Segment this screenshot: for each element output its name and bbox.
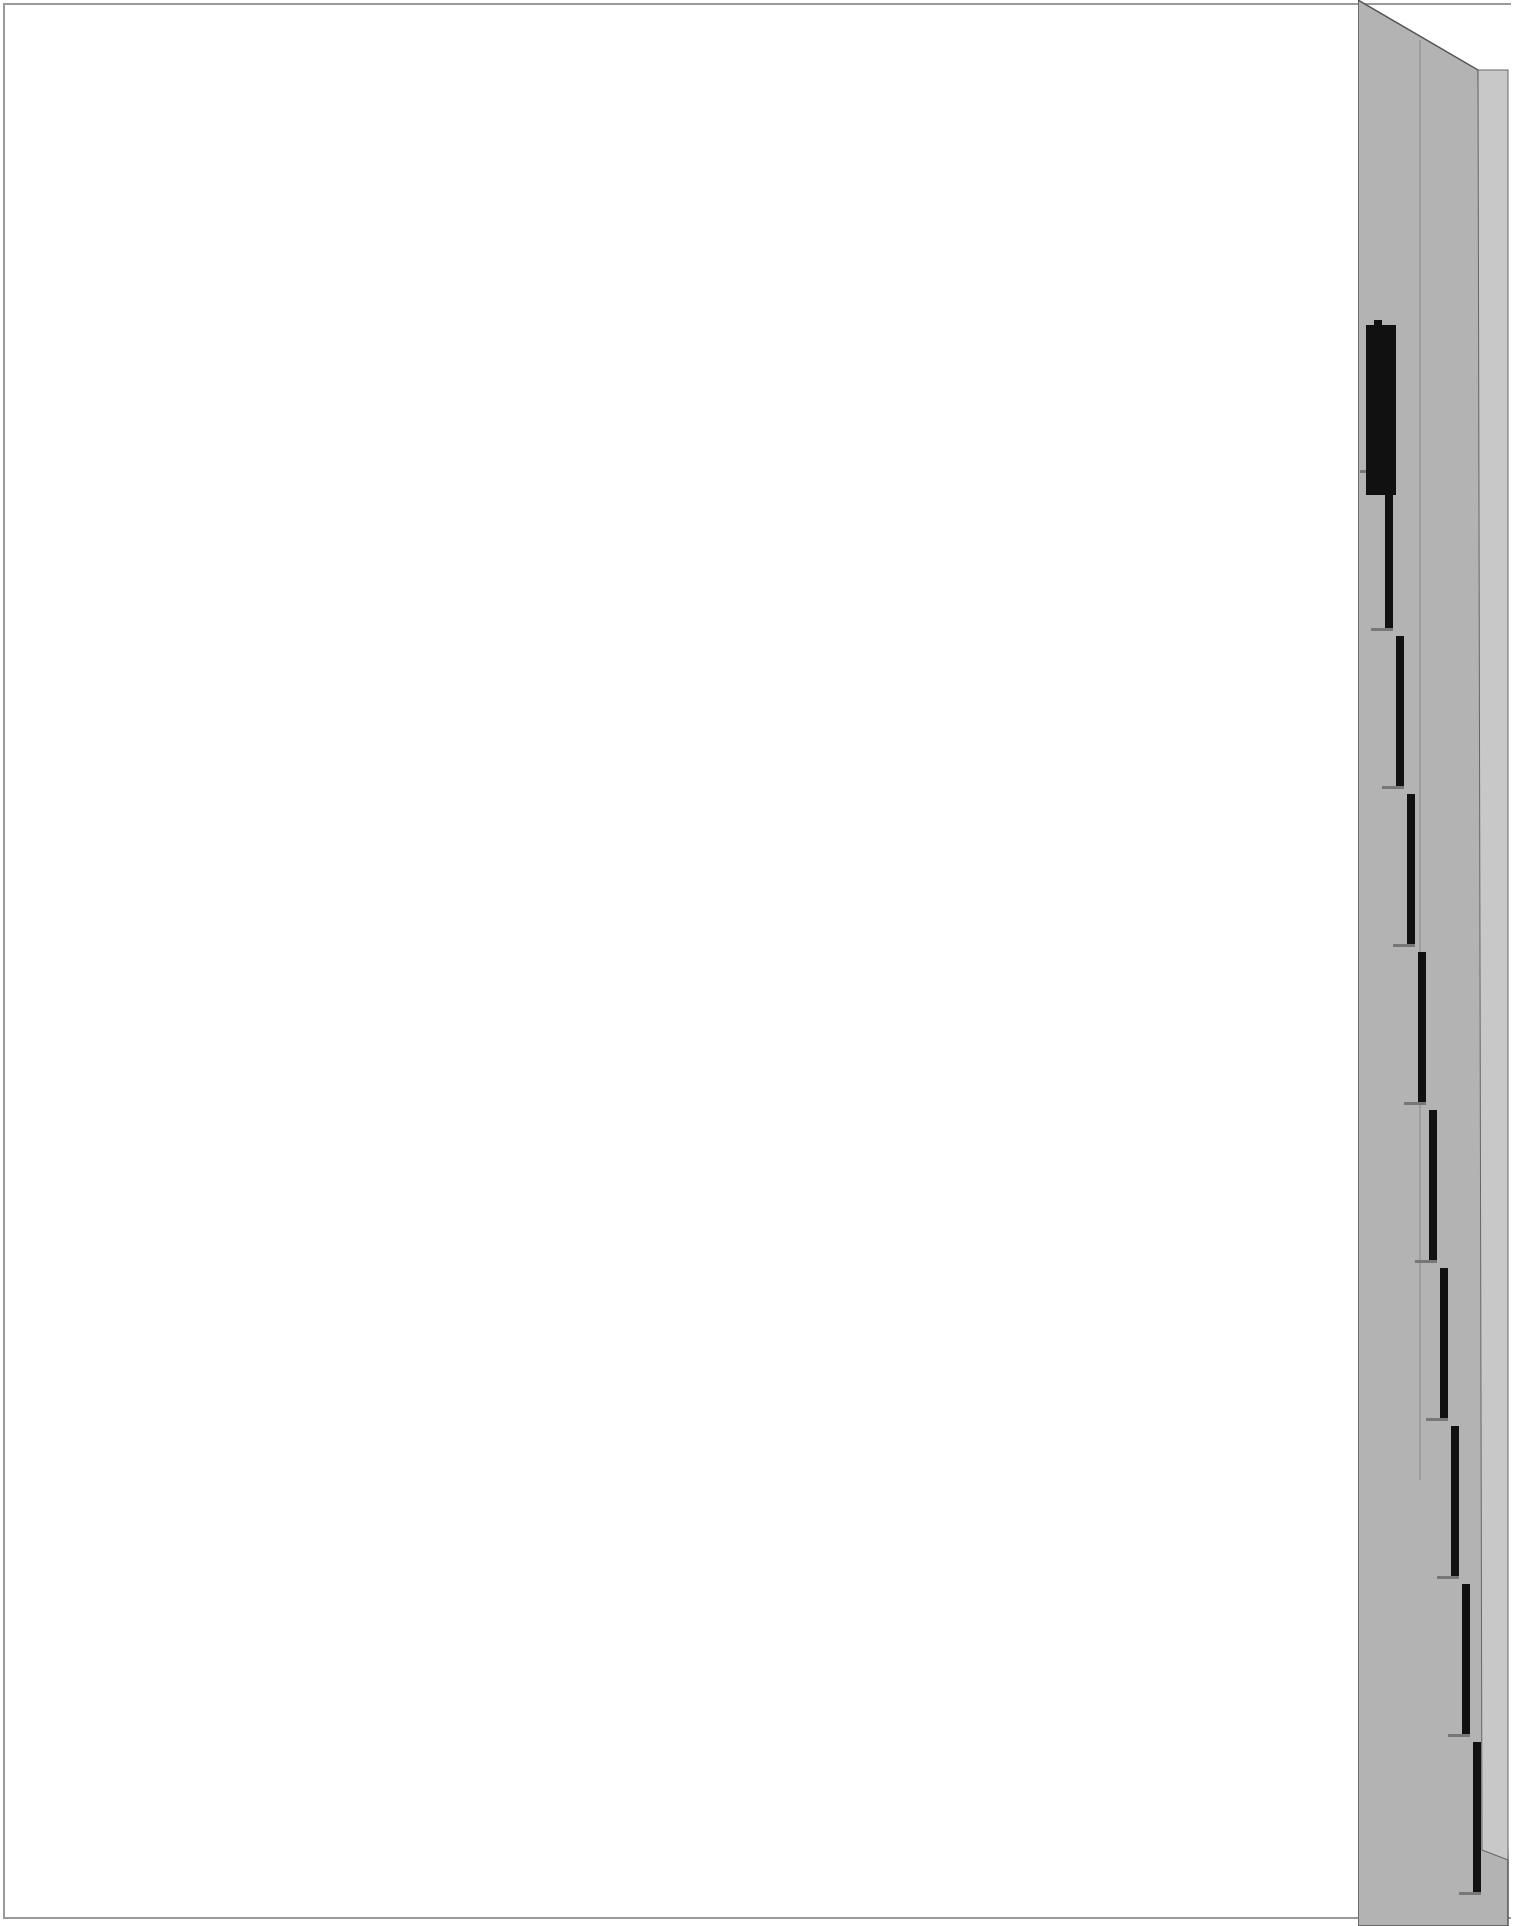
spine-tab-step <box>1437 1576 1459 1579</box>
spine-tab-step <box>1459 1892 1481 1895</box>
spine-tab-step <box>1404 1102 1426 1105</box>
spine-side-face <box>1478 70 1508 1860</box>
spine-tab-step <box>1393 944 1415 947</box>
spine-tab-step <box>1415 1260 1437 1263</box>
book-spine-edge <box>1358 0 1519 1926</box>
spine-tab-marker <box>1407 794 1415 944</box>
spine-tab-step <box>1448 1734 1470 1737</box>
page-footer <box>800 1780 1183 1809</box>
spine-tab-marker <box>1451 1426 1459 1576</box>
spine-tab-marker <box>1473 1742 1481 1892</box>
spine-active-marker <box>1366 325 1396 495</box>
spine-tab-marker <box>1429 1110 1437 1260</box>
chapter-tab-strip <box>1280 0 1360 1926</box>
spine-tab-step <box>1382 786 1404 789</box>
spine-tab-marker <box>1440 1268 1448 1418</box>
spine-tab-step <box>1371 628 1393 631</box>
spine-tab-step <box>1426 1418 1448 1421</box>
spine-tab-marker <box>1418 952 1426 1102</box>
spine-tab-marker <box>1385 478 1393 628</box>
spine-tab-marker <box>1462 1584 1470 1734</box>
spine-tab-marker <box>1396 636 1404 786</box>
